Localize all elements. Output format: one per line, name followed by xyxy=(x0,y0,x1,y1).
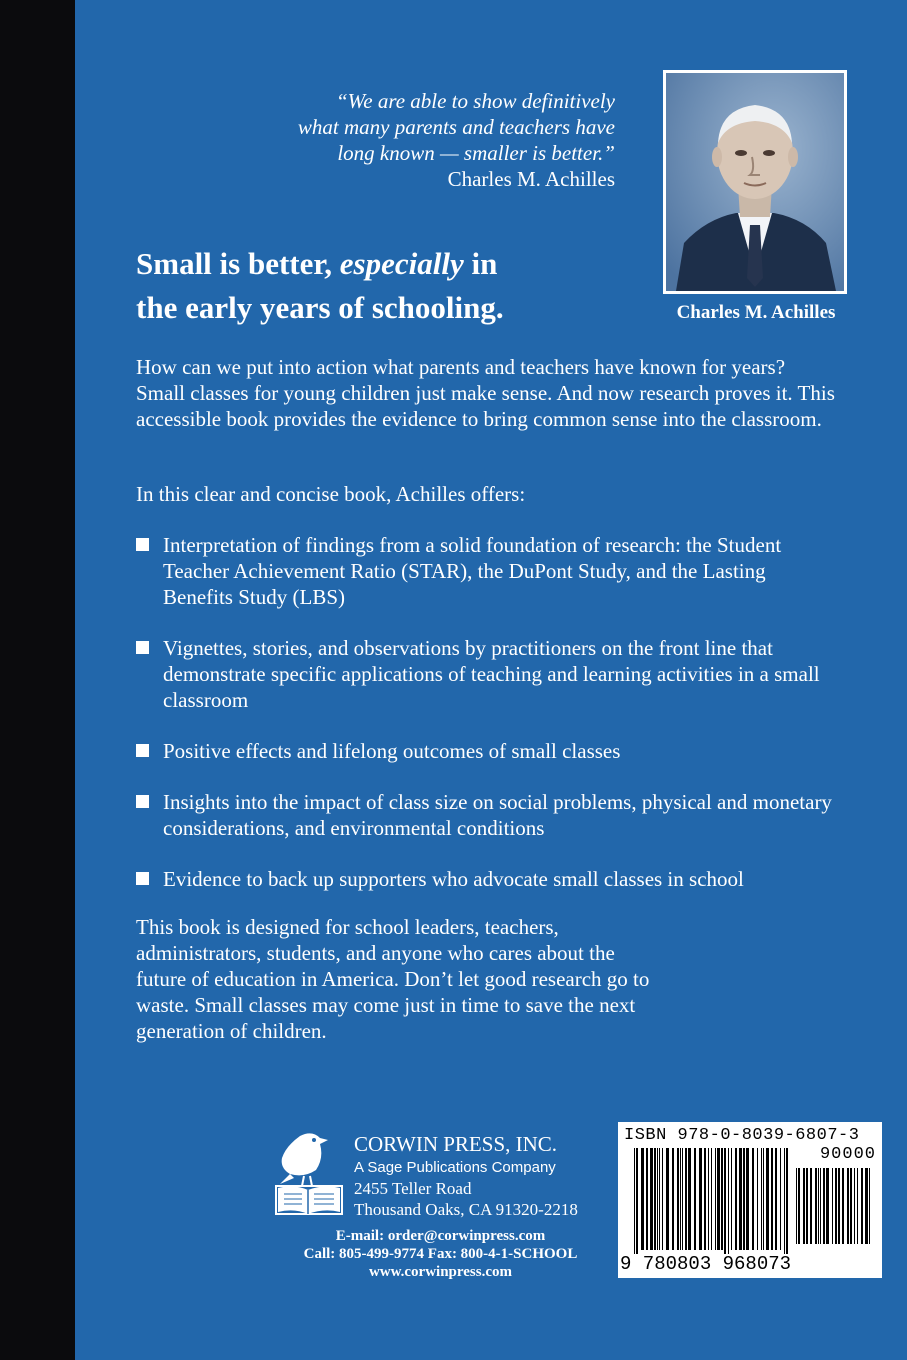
barcode-bar xyxy=(861,1168,863,1244)
isbn-barcode xyxy=(618,1122,882,1278)
barcode-bar xyxy=(634,1148,635,1260)
barcode-bar xyxy=(724,1148,726,1260)
isbn-number: ISBN 978-0-8039-6807-3 xyxy=(624,1126,860,1145)
quote-line: long known — smaller is better.” xyxy=(337,141,615,165)
barcode-bar xyxy=(685,1148,687,1250)
publisher-website: www.corwinpress.com xyxy=(368,1264,513,1280)
barcode-bar xyxy=(662,1148,663,1250)
barcode-bar xyxy=(711,1148,712,1250)
ean-barcode-bars xyxy=(634,1148,790,1268)
publisher-phone-fax: Call: 805-499-9774 Fax: 800-4-1-SCHOOL xyxy=(303,1246,578,1262)
publisher-name: CORWIN PRESS, INC. xyxy=(354,1132,558,1156)
intro-paragraph: How can we put into action what parents and teachers have known for years? Small classes for young children just make sense. And now research proves it. This accessible book provides the evidence to bring common sense into the classroom. xyxy=(136,355,835,431)
photo-caption: Charles M. Achilles xyxy=(676,302,836,323)
square-bullet-icon xyxy=(136,641,149,654)
barcode-bar xyxy=(650,1148,653,1250)
headline-emphasis: especially xyxy=(339,246,464,281)
barcode-bar xyxy=(757,1148,758,1250)
publisher-address-line1: 2455 Teller Road xyxy=(354,1179,472,1198)
barcode-bar xyxy=(850,1168,852,1244)
publisher-crow-logo-icon xyxy=(270,1128,348,1216)
list-item-text: Interpretation of findings from a solid foundation of research: the Student Teacher Achievement Ratio (STAR), the DuPont Study, and the Lasting Benefits Study (LBS) xyxy=(163,533,782,609)
barcode-bar xyxy=(708,1148,709,1250)
barcode-bar xyxy=(728,1148,729,1260)
offers-list xyxy=(136,532,836,917)
barcode-bar xyxy=(784,1148,785,1260)
headline-part2: in xyxy=(463,246,498,281)
barcode-bar xyxy=(806,1168,808,1244)
book-spine xyxy=(0,0,75,1360)
square-bullet-icon xyxy=(136,872,149,885)
barcode-bar xyxy=(771,1148,773,1250)
list-item xyxy=(136,635,836,713)
barcode-bar xyxy=(842,1168,844,1244)
barcode-bar xyxy=(752,1148,754,1250)
barcode-bar xyxy=(815,1168,817,1244)
barcode-bar xyxy=(721,1148,723,1250)
barcode-bar xyxy=(739,1148,742,1250)
barcode-bar xyxy=(869,1168,870,1244)
barcode-bar xyxy=(746,1148,749,1250)
list-item xyxy=(136,866,836,892)
quote-line: what many parents and teachers have xyxy=(297,115,615,139)
author-photo xyxy=(663,70,847,294)
offers-lead: In this clear and concise book, Achilles offers: xyxy=(136,482,526,506)
square-bullet-icon xyxy=(136,538,149,551)
barcode-bar xyxy=(694,1148,696,1250)
barcode-bar xyxy=(641,1148,644,1250)
closing-paragraph: This book is designed for school leaders, teachers, administrators, students, and anyone who cares about the future of education in America. Don’t let good research go to waste. Small classes may come just in time to save the next generation of children. xyxy=(136,915,650,1043)
list-item-text: Evidence to back up supporters who advocate small classes in school xyxy=(163,867,744,891)
barcode-bar xyxy=(857,1168,858,1244)
pull-quote xyxy=(230,88,615,192)
barcode-bar xyxy=(763,1148,764,1250)
barcode-bar xyxy=(666,1148,669,1250)
list-item-text: Vignettes, stories, and observations by practitioners on the front line that demonstrate specific applications of teaching and learning activities in a small classroom xyxy=(163,636,820,712)
barcode-bar xyxy=(699,1148,702,1250)
barcode-bar xyxy=(818,1168,819,1244)
barcode-bar xyxy=(803,1168,805,1244)
list-item xyxy=(136,532,836,610)
barcode-bar xyxy=(847,1168,849,1244)
publisher-subtitle: A Sage Publications Company xyxy=(354,1159,556,1176)
barcode-bar xyxy=(717,1148,720,1250)
publisher-contact xyxy=(268,1227,613,1281)
barcode-bar xyxy=(704,1148,706,1250)
barcode-bar xyxy=(832,1168,833,1244)
barcode-bar xyxy=(775,1148,777,1250)
publisher-address-line2: Thousand Oaks, CA 91320-2218 xyxy=(354,1200,578,1219)
barcode-bar xyxy=(672,1148,674,1250)
barcode-bar xyxy=(786,1148,788,1260)
barcode-bar xyxy=(835,1168,837,1244)
barcode-bar xyxy=(677,1148,679,1250)
headline-line2: the early years of schooling. xyxy=(136,290,504,325)
barcode-bar xyxy=(826,1168,829,1244)
barcode-bar xyxy=(657,1148,658,1250)
list-item-text: Positive effects and lifelong outcomes of small classes xyxy=(163,739,621,763)
square-bullet-icon xyxy=(136,744,149,757)
barcode-bar xyxy=(646,1148,648,1250)
barcode-bar xyxy=(796,1168,797,1244)
barcode-bar xyxy=(761,1148,762,1250)
barcode-bar xyxy=(820,1168,821,1244)
barcode-bar xyxy=(766,1148,769,1250)
list-item xyxy=(136,738,836,764)
price-code: 90000 xyxy=(819,1145,876,1164)
barcode-bar xyxy=(798,1168,800,1244)
author-portrait-icon xyxy=(666,73,844,291)
headline xyxy=(136,242,646,330)
barcode-bar xyxy=(659,1148,660,1250)
barcode-bar xyxy=(682,1148,683,1250)
barcode-bar xyxy=(688,1148,691,1250)
barcode-bar xyxy=(731,1148,732,1250)
barcode-bar xyxy=(735,1148,737,1250)
barcode-bar xyxy=(780,1148,781,1250)
barcode-bar xyxy=(636,1148,638,1260)
barcode-bar xyxy=(654,1148,656,1250)
square-bullet-icon xyxy=(136,795,149,808)
barcode-bar xyxy=(810,1168,812,1244)
addon-barcode-bars xyxy=(796,1168,876,1268)
barcode-bar xyxy=(680,1148,681,1250)
list-item xyxy=(136,789,836,841)
barcode-bar xyxy=(838,1168,840,1244)
ean-digits: 9 780803 968073 xyxy=(620,1254,795,1274)
quote-line: “We are able to show definitively xyxy=(336,89,615,113)
barcode-bar xyxy=(823,1168,825,1244)
publisher-email: E-mail: order@corwinpress.com xyxy=(335,1228,546,1244)
barcode-bar xyxy=(715,1148,716,1250)
headline-part1: Small is better, xyxy=(136,246,340,281)
quote-author: Charles M. Achilles xyxy=(447,167,615,191)
barcode-bar xyxy=(854,1168,855,1244)
list-item-text: Insights into the impact of class size on social problems, physical and monetary considerations, and environmental conditions xyxy=(163,790,832,840)
barcode-bar xyxy=(865,1168,868,1244)
barcode-bar xyxy=(743,1148,745,1250)
